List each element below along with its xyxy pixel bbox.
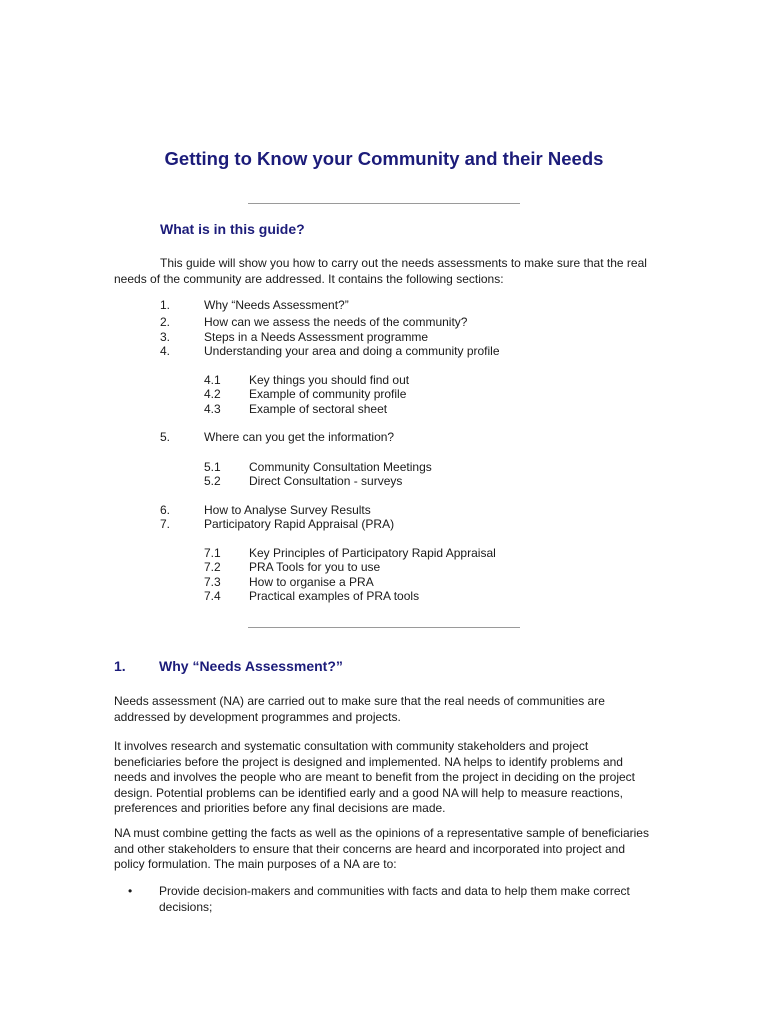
toc-label: Where can you get the information? [204,430,395,444]
toc-label: Practical examples of PRA tools [249,589,420,603]
divider-top [248,203,520,204]
toc-number: 4. [160,344,171,358]
toc-number: 7.3 [204,575,221,589]
bullet-icon: • [128,884,133,898]
toc-label: Why “Needs Assessment?” [204,298,349,312]
body-paragraph: Needs assessment (NA) are carried out to make sure that the real needs of communities are addressed by development programmes and projects. [114,694,605,724]
document-title: Getting to Know your Community and their Needs [164,148,604,169]
divider-bottom [248,627,520,628]
section-title: Why “Needs Assessment?” [159,658,343,674]
toc-label: Direct Consultation - surveys [249,474,403,488]
toc-label: Steps in a Needs Assessment programme [204,330,429,344]
toc-number: 5.1 [204,460,221,474]
toc-number: 1. [160,298,171,312]
toc-label: How to Analyse Survey Results [204,503,371,517]
toc-label: Understanding your area and doing a community profile [204,344,500,358]
intro-paragraph: This guide will show you how to carry out the needs assessments to make sure that the real needs of the community are addressed. It contains the following sections: [114,256,647,286]
toc-number: 4.2 [204,387,221,401]
body-paragraph: NA must combine getting the facts as well as the opinions of a representative sample of beneficiaries and other stakeholders to ensure that their concerns are heard and incorporated into project and policy formulation. The main purposes of a NA are to: [114,826,649,871]
section-number: 1. [114,658,126,674]
bullet-text: Provide decision-makers and communities with facts and data to help them make correct decisions; [159,884,630,914]
toc-label: Key things you should find out [249,373,410,387]
toc-number: 7.4 [204,589,221,603]
toc-label: How to organise a PRA [249,575,374,589]
toc-label: Example of community profile [249,387,407,401]
toc-label: PRA Tools for you to use [249,560,381,574]
toc-label: Example of sectoral sheet [249,402,388,416]
guide-heading: What is in this guide? [160,221,305,237]
body-paragraph: It involves research and systematic consultation with community stakeholders and project beneficiaries before the project is designed and implemented. NA helps to identify problems and needs and involves the people who are meant to benefit from the project in deciding on the project design. Potential problems can be identified early and a good NA will help to measure reactions, preferences and priorities before any final decisions are made. [114,739,635,815]
toc-label: How can we assess the needs of the community? [204,315,468,329]
toc-number: 3. [160,330,171,344]
toc-number: 7.2 [204,560,221,574]
toc-number: 7.1 [204,546,221,560]
toc-number: 5.2 [204,474,221,488]
toc-number: 4.1 [204,373,221,387]
toc-number: 2. [160,315,171,329]
toc-label: Key Principles of Participatory Rapid Appraisal [249,546,496,560]
toc-number: 7. [160,517,171,531]
toc-label: Participatory Rapid Appraisal (PRA) [204,517,395,531]
toc-number: 5. [160,430,171,444]
toc-label: Community Consultation Meetings [249,460,432,474]
toc-number: 4.3 [204,402,221,416]
toc-number: 6. [160,503,171,517]
